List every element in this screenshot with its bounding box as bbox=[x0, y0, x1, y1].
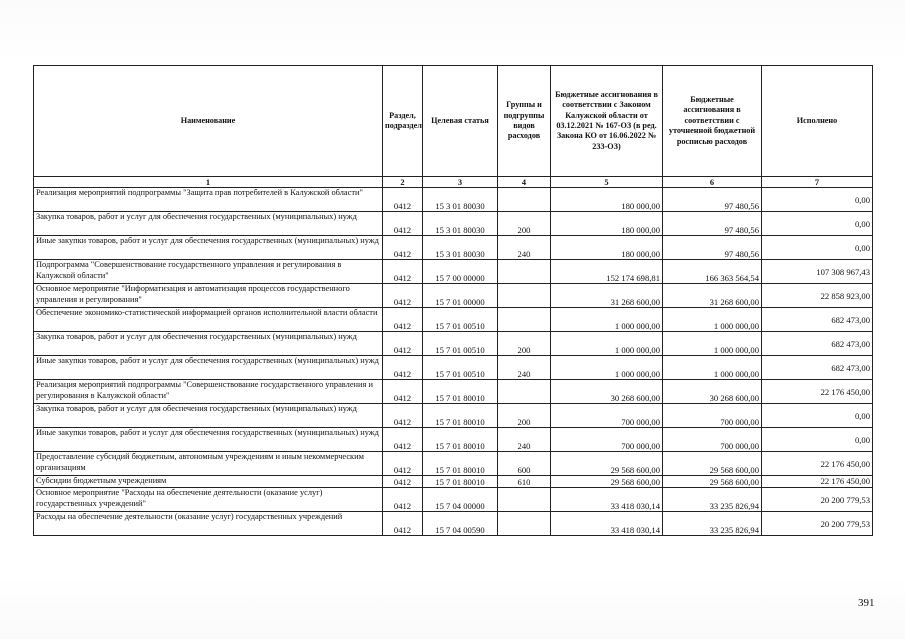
target-article-cell: 15 7 01 80010 bbox=[423, 452, 498, 476]
refined-amount-cell: 166 363 564,54 bbox=[663, 260, 762, 284]
refined-amount-cell: 1 000 000,00 bbox=[663, 308, 762, 332]
row-name-cell: Основное мероприятие "Информатизация и автоматизация процессов государственного управления и регулирования" bbox=[34, 284, 383, 308]
refined-amount-cell: 1 000 000,00 bbox=[663, 332, 762, 356]
target-article-cell: 15 7 01 80010 bbox=[423, 380, 498, 404]
row-name-cell: Расходы на обеспечение деятельности (оказание услуг) государственных учреждений bbox=[34, 512, 383, 536]
row-name-cell: Закупка товаров, работ и услуг для обеспечения государственных (муниципальных) нужд bbox=[34, 332, 383, 356]
expense-group-cell: 200 bbox=[498, 332, 551, 356]
column-number: 5 bbox=[551, 177, 663, 188]
column-number-row bbox=[34, 177, 873, 188]
expense-group-cell bbox=[498, 380, 551, 404]
section-code-cell: 0412 bbox=[383, 260, 423, 284]
header-law-allocations: Бюджетные ассигнования в соответствии с Законом Калужской области от 03.12.2021 № 167-ОЗ (в ред. Закона КО от 16.06.2022 № 233-ОЗ) bbox=[551, 66, 663, 177]
expense-group-cell: 200 bbox=[498, 212, 551, 236]
section-code-cell: 0412 bbox=[383, 488, 423, 512]
law-amount-cell: 1 000 000,00 bbox=[551, 356, 663, 380]
table-row bbox=[34, 404, 873, 428]
target-article-cell: 15 7 04 00590 bbox=[423, 512, 498, 536]
section-code-cell: 0412 bbox=[383, 212, 423, 236]
table-row bbox=[34, 488, 873, 512]
target-article-cell: 15 7 01 80010 bbox=[423, 404, 498, 428]
target-article-cell: 15 7 01 00510 bbox=[423, 356, 498, 380]
law-amount-cell: 700 000,00 bbox=[551, 404, 663, 428]
refined-amount-cell: 31 268 600,00 bbox=[663, 284, 762, 308]
expense-group-cell bbox=[498, 488, 551, 512]
header-section: Раздел, подраздел bbox=[383, 66, 423, 177]
law-amount-cell: 180 000,00 bbox=[551, 188, 663, 212]
refined-amount-cell: 700 000,00 bbox=[663, 404, 762, 428]
executed-amount-cell: 682 473,00 bbox=[762, 332, 873, 356]
executed-amount-cell: 22 858 923,00 bbox=[762, 284, 873, 308]
column-number: 6 bbox=[663, 177, 762, 188]
executed-amount-cell: 22 176 450,00 bbox=[762, 452, 873, 476]
section-code-cell: 0412 bbox=[383, 476, 423, 488]
section-code-cell: 0412 bbox=[383, 332, 423, 356]
law-amount-cell: 152 174 698,81 bbox=[551, 260, 663, 284]
header-executed: Исполнено bbox=[762, 66, 873, 177]
law-amount-cell: 700 000,00 bbox=[551, 428, 663, 452]
section-code-cell: 0412 bbox=[383, 380, 423, 404]
executed-amount-cell: 0,00 bbox=[762, 236, 873, 260]
refined-amount-cell: 97 480,56 bbox=[663, 212, 762, 236]
table-row bbox=[34, 428, 873, 452]
section-code-cell: 0412 bbox=[383, 512, 423, 536]
table-row bbox=[34, 284, 873, 308]
section-code-cell: 0412 bbox=[383, 404, 423, 428]
expense-group-cell: 240 bbox=[498, 428, 551, 452]
refined-amount-cell: 29 568 600,00 bbox=[663, 476, 762, 488]
row-name-cell: Основное мероприятие "Расходы на обеспечение деятельности (оказание услуг) государственных учреждений" bbox=[34, 488, 383, 512]
row-name-cell: Закупка товаров, работ и услуг для обеспечения государственных (муниципальных) нужд bbox=[34, 404, 383, 428]
target-article-cell: 15 7 01 80010 bbox=[423, 428, 498, 452]
law-amount-cell: 180 000,00 bbox=[551, 212, 663, 236]
row-name-cell: Субсидии бюджетным учреждениям bbox=[34, 476, 383, 488]
budget-execution-table bbox=[33, 65, 873, 536]
section-code-cell: 0412 bbox=[383, 428, 423, 452]
target-article-cell: 15 7 01 80010 bbox=[423, 476, 498, 488]
row-name-cell: Иные закупки товаров, работ и услуг для обеспечения государственных (муниципальных) нужд bbox=[34, 428, 383, 452]
header-target-article: Целевая статья bbox=[423, 66, 498, 177]
law-amount-cell: 30 268 600,00 bbox=[551, 380, 663, 404]
target-article-cell: 15 3 01 80030 bbox=[423, 236, 498, 260]
target-article-cell: 15 7 01 00000 bbox=[423, 284, 498, 308]
expense-group-cell bbox=[498, 308, 551, 332]
expense-group-cell: 240 bbox=[498, 236, 551, 260]
column-number: 3 bbox=[423, 177, 498, 188]
table-row bbox=[34, 188, 873, 212]
table-row bbox=[34, 380, 873, 404]
table-row bbox=[34, 236, 873, 260]
column-number: 1 bbox=[34, 177, 383, 188]
row-name-cell: Подпрограмма "Совершенствование государственного управления и регулирования в Калужской области" bbox=[34, 260, 383, 284]
row-name-cell: Иные закупки товаров, работ и услуг для обеспечения государственных (муниципальных) нужд bbox=[34, 356, 383, 380]
executed-amount-cell: 682 473,00 bbox=[762, 308, 873, 332]
refined-amount-cell: 700 000,00 bbox=[663, 428, 762, 452]
expense-group-cell bbox=[498, 188, 551, 212]
section-code-cell: 0412 bbox=[383, 188, 423, 212]
expense-group-cell: 200 bbox=[498, 404, 551, 428]
header-name: Наименование bbox=[34, 66, 383, 177]
target-article-cell: 15 3 01 80030 bbox=[423, 188, 498, 212]
header-refined-allocations: Бюджетные ассигнования в соответствии с уточненной бюджетной росписью расходов bbox=[663, 66, 762, 177]
executed-amount-cell: 20 200 779,53 bbox=[762, 512, 873, 536]
expense-group-cell bbox=[498, 512, 551, 536]
expense-group-cell: 240 bbox=[498, 356, 551, 380]
refined-amount-cell: 30 268 600,00 bbox=[663, 380, 762, 404]
law-amount-cell: 29 568 600,00 bbox=[551, 476, 663, 488]
table-body bbox=[34, 188, 873, 536]
executed-amount-cell: 0,00 bbox=[762, 188, 873, 212]
row-name-cell: Иные закупки товаров, работ и услуг для обеспечения государственных (муниципальных) нужд bbox=[34, 236, 383, 260]
refined-amount-cell: 97 480,56 bbox=[663, 188, 762, 212]
target-article-cell: 15 3 01 80030 bbox=[423, 212, 498, 236]
executed-amount-cell: 22 176 450,00 bbox=[762, 380, 873, 404]
target-article-cell: 15 7 04 00000 bbox=[423, 488, 498, 512]
target-article-cell: 15 7 01 00510 bbox=[423, 308, 498, 332]
executed-amount-cell: 107 308 967,43 bbox=[762, 260, 873, 284]
refined-amount-cell: 29 568 600,00 bbox=[663, 452, 762, 476]
table-row bbox=[34, 308, 873, 332]
expense-group-cell: 600 bbox=[498, 452, 551, 476]
refined-amount-cell: 33 235 826,94 bbox=[663, 512, 762, 536]
executed-amount-cell: 20 200 779,53 bbox=[762, 488, 873, 512]
section-code-cell: 0412 bbox=[383, 284, 423, 308]
law-amount-cell: 33 418 030,14 bbox=[551, 512, 663, 536]
target-article-cell: 15 7 00 00000 bbox=[423, 260, 498, 284]
column-number: 7 bbox=[762, 177, 873, 188]
refined-amount-cell: 1 000 000,00 bbox=[663, 356, 762, 380]
section-code-cell: 0412 bbox=[383, 356, 423, 380]
section-code-cell: 0412 bbox=[383, 308, 423, 332]
executed-amount-cell: 0,00 bbox=[762, 212, 873, 236]
table-row bbox=[34, 332, 873, 356]
table-row bbox=[34, 356, 873, 380]
expense-group-cell: 610 bbox=[498, 476, 551, 488]
page-number: 391 bbox=[858, 597, 875, 609]
executed-amount-cell: 0,00 bbox=[762, 404, 873, 428]
column-number: 4 bbox=[498, 177, 551, 188]
expense-group-cell bbox=[498, 284, 551, 308]
target-article-cell: 15 7 01 00510 bbox=[423, 332, 498, 356]
column-number: 2 bbox=[383, 177, 423, 188]
section-code-cell: 0412 bbox=[383, 452, 423, 476]
law-amount-cell: 31 268 600,00 bbox=[551, 284, 663, 308]
table-row bbox=[34, 260, 873, 284]
executed-amount-cell: 0,00 bbox=[762, 428, 873, 452]
expense-group-cell bbox=[498, 260, 551, 284]
table-row bbox=[34, 512, 873, 536]
executed-amount-cell: 682 473,00 bbox=[762, 356, 873, 380]
row-name-cell: Реализация мероприятий подпрограммы "Защита прав потребителей в Калужской области" bbox=[34, 188, 383, 212]
executed-amount-cell: 22 176 450,00 bbox=[762, 476, 873, 488]
law-amount-cell: 33 418 030,14 bbox=[551, 488, 663, 512]
row-name-cell: Реализация мероприятий подпрограммы "Совершенствование государственного управления и регулирования в Калужской области" bbox=[34, 380, 383, 404]
row-name-cell: Предоставление субсидий бюджетным, автономным учреждениям и иным некоммерческим организациям bbox=[34, 452, 383, 476]
refined-amount-cell: 97 480,56 bbox=[663, 236, 762, 260]
law-amount-cell: 180 000,00 bbox=[551, 236, 663, 260]
header-expense-groups: Группы и подгруппы видов расходов bbox=[498, 66, 551, 177]
row-name-cell: Обеспечение экономико-статистической информацией органов исполнительной власти области bbox=[34, 308, 383, 332]
law-amount-cell: 1 000 000,00 bbox=[551, 308, 663, 332]
law-amount-cell: 1 000 000,00 bbox=[551, 332, 663, 356]
law-amount-cell: 29 568 600,00 bbox=[551, 452, 663, 476]
table-header-row bbox=[34, 66, 873, 177]
table-row bbox=[34, 476, 873, 488]
refined-amount-cell: 33 235 826,94 bbox=[663, 488, 762, 512]
section-code-cell: 0412 bbox=[383, 236, 423, 260]
table-row bbox=[34, 452, 873, 476]
row-name-cell: Закупка товаров, работ и услуг для обеспечения государственных (муниципальных) нужд bbox=[34, 212, 383, 236]
table-row bbox=[34, 212, 873, 236]
